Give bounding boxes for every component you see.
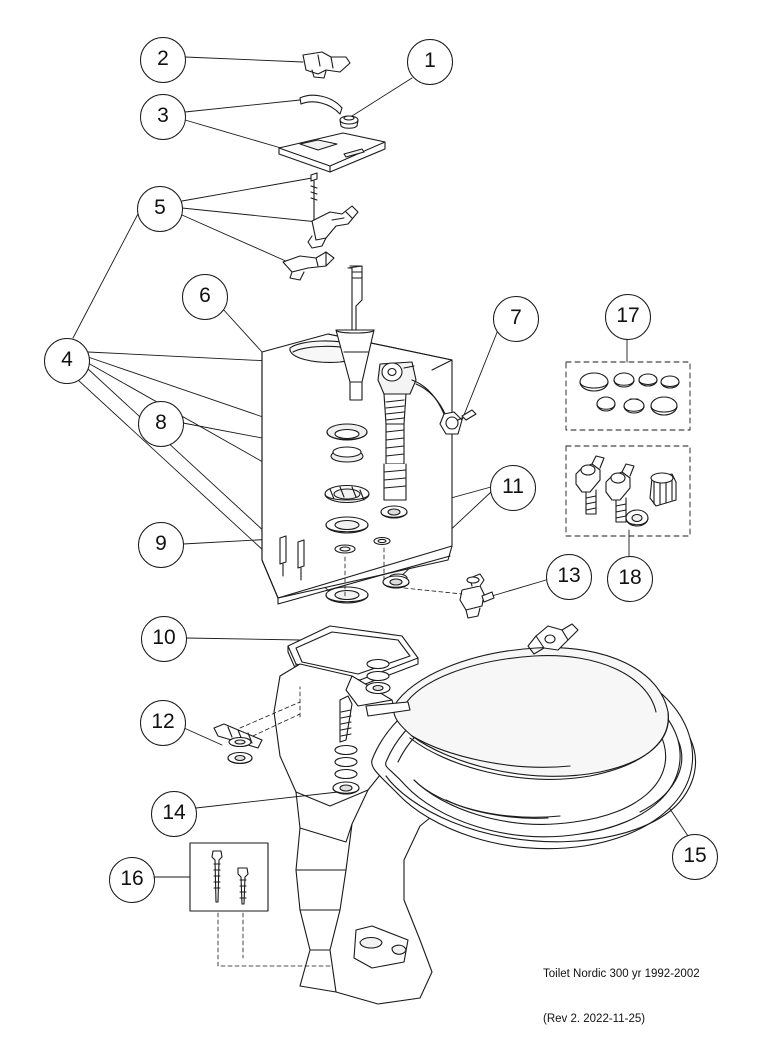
diagram-caption xyxy=(543,937,700,1057)
part-clip xyxy=(300,95,342,114)
callout-18[interactable]: 18 xyxy=(607,556,653,602)
callout-7[interactable]: 7 xyxy=(493,296,539,342)
part-coupling-nut xyxy=(440,410,476,434)
callout-1[interactable]: 1 xyxy=(407,39,453,85)
part-strainer xyxy=(650,473,676,506)
callout-4[interactable]: 4 xyxy=(44,338,90,384)
callout-17[interactable]: 17 xyxy=(605,294,651,340)
callout-3[interactable]: 3 xyxy=(140,94,186,140)
callout-9[interactable]: 9 xyxy=(138,522,184,568)
part-valve-cartridge xyxy=(576,456,604,514)
caption-line-1: Toilet Nordic 300 yr 1992-2002 xyxy=(543,968,700,980)
part-seal-ring xyxy=(626,510,648,526)
callout-13[interactable]: 13 xyxy=(546,554,592,600)
part-long-screw xyxy=(311,173,317,224)
callout-6[interactable]: 6 xyxy=(182,274,228,320)
part-valve-kit-box xyxy=(566,446,690,536)
part-floor-screws xyxy=(214,724,262,764)
part-lid-screw-cap xyxy=(340,116,358,128)
part-caps-kit-box xyxy=(566,362,690,430)
callout-16[interactable]: 16 xyxy=(109,857,155,903)
callout-2[interactable]: 2 xyxy=(140,37,186,83)
part-bracket xyxy=(303,52,350,78)
callout-11[interactable]: 11 xyxy=(490,465,536,511)
callout-15[interactable]: 15 xyxy=(672,834,718,880)
callout-12[interactable]: 12 xyxy=(140,700,186,746)
callout-14[interactable]: 14 xyxy=(151,791,197,837)
callout-8[interactable]: 8 xyxy=(138,401,184,447)
part-flush-handle xyxy=(283,252,334,280)
part-angle-valve xyxy=(460,574,494,618)
part-lever-arm xyxy=(308,206,358,248)
caption-line-2: (Rev 2. 2022-11-25) xyxy=(543,1013,646,1025)
callout-10[interactable]: 10 xyxy=(141,616,187,662)
callout-5[interactable]: 5 xyxy=(137,186,183,232)
part-tank-lid xyxy=(279,133,385,172)
part-screw-kit-box xyxy=(190,843,268,911)
